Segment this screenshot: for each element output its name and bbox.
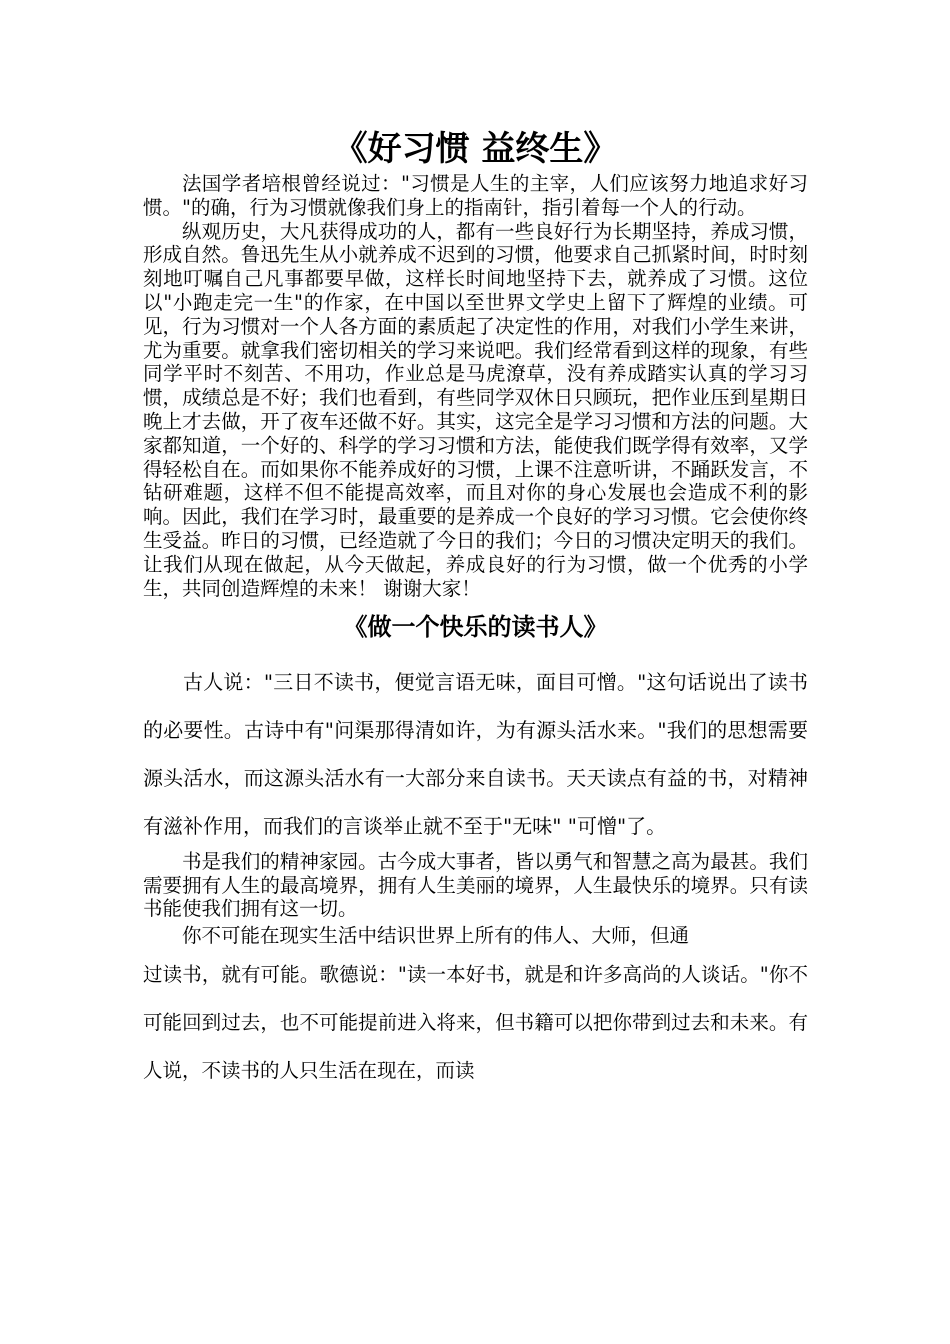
section2-title: 《做一个快乐的读书人》	[343, 612, 608, 642]
section1-body	[143, 172, 808, 600]
section1-title: 《好习惯 益终生》	[333, 129, 618, 169]
section2-paragraph-3	[143, 921, 808, 1095]
section1-paragraph-1: 法国学者培根曾经说过："习惯是人生的主宰，人们应该努力地追求好习惯。"的确，行为习惯就像我们身上的指南针，指引着每一个人的行动。	[143, 172, 808, 219]
section2-body	[143, 850, 808, 921]
section1-paragraph-2: 纵观历史，大凡获得成功的人，都有一些良好行为长期坚持，养成习惯，形成自然。鲁迅先生从小就养成不迟到的习惯，他要求自己抓紧时间，时时刻刻地叮嘱自己凡事都要早做，这样长时间地坚持下去，就养成了习惯。这位以"小跑走完一生"的作家，在中国以至世界文学史上留下了辉煌的业绩。可见，行为习惯对一个人各方面的素质起了决定性的作用，对我们小学生来讲，尤为重要。就拿我们密切相关的学习来说吧。我们经常看到这样的现象，有些同学平时不刻苦、不用功，作业总是马虎潦草，没有养成踏实认真的学习习惯，成绩总是不好；我们也看到，有些同学双休日只顾玩，把作业压到星期日晚上才去做，开了夜车还做不好。其实，这完全是学习习惯和方法的问题。大家都知道，一个好的、科学的学习习惯和方法，能使我们既学得有效率，又学得轻松自在。而如果你不能养成好的习惯，上课不注意听讲，不踊跃发言，不钻研难题，这样不但不能提高效率，而且对你的身心发展也会造成不利的影响。因此，我们在学习时，最重要的是养成一个良好的学习习惯。它会使你终生受益。昨日的习惯，已经造就了今日的我们；今日的习惯决定明天的我们。让我们从现在做起，从今天做起，养成良好的行为习惯，做一个优秀的小学生，共同创造辉煌的未来！ 谢谢大家！	[143, 219, 808, 600]
section2-paragraph-1: 古人说："三日不读书，便觉言语无味，面目可憎。"这句话说出了读书的必要性。古诗中有"问渠那得清如许，为有源头活水来。"我们的思想需要源头活水，而这源头活水有一大部分来自读书。天天读点有益的书，对精神有滋补作用，而我们的言谈举止就不至于"无味" "可憎"了。	[143, 670, 808, 839]
section2-paragraph-3-line1: 你不可能在现实生活中结识世界上所有的伟人、大师，但通	[182, 923, 690, 947]
section2-paragraph-3-rest: 过读书，就有可能。歌德说："读一本好书，就是和许多高尚的人谈话。"你不可能回到过去，也不可能提前进入将来，但书籍可以把你带到过去和未来。有人说，不读书的人只生活在现在，而读	[143, 962, 808, 1082]
section2-paragraph-2: 书是我们的精神家园。古今成大事者，皆以勇气和智慧之高为最甚。我们需要拥有人生的最高境界，拥有人生美丽的境界，人生最快乐的境界。只有读书能使我们拥有这一切。	[143, 850, 808, 921]
document-page	[143, 126, 808, 1095]
